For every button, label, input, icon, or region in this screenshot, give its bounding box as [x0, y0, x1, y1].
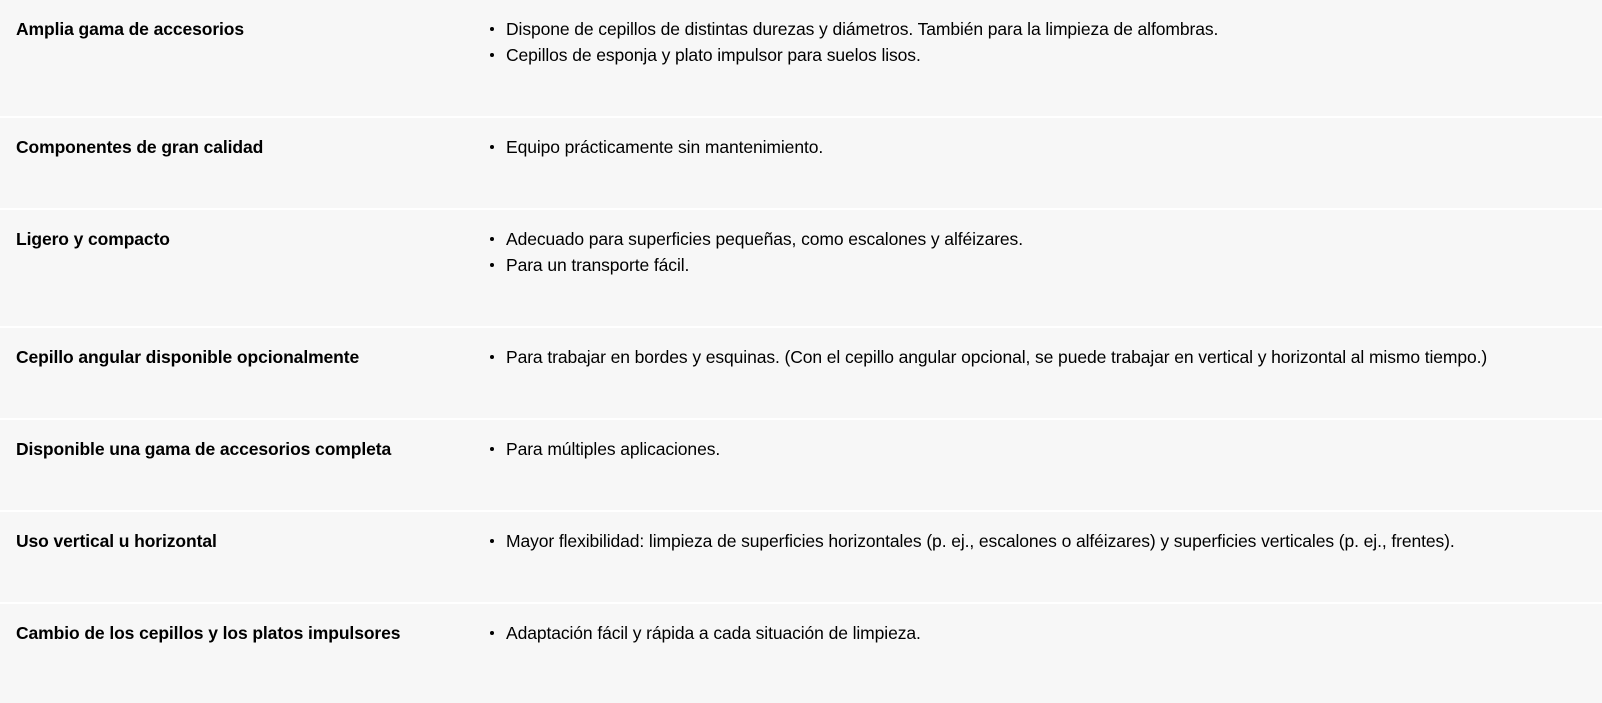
bullet-icon — [490, 539, 494, 543]
feature-row — [0, 210, 1602, 328]
list-item — [487, 344, 1487, 370]
list-item — [487, 134, 823, 160]
feature-row — [0, 420, 1602, 512]
list-item — [487, 436, 720, 462]
feature-text: Adecuado para superficies pequeñas, como escalones y alféizares. — [506, 229, 1023, 249]
feature-row — [0, 604, 1602, 703]
feature-row — [0, 328, 1602, 420]
feature-row — [0, 0, 1602, 118]
feature-label: Componentes de gran calidad — [16, 137, 264, 157]
feature-text: Adaptación fácil y rápida a cada situación de limpieza. — [506, 623, 921, 643]
feature-list — [487, 436, 720, 462]
feature-list — [487, 226, 1023, 278]
feature-label: Amplia gama de accesorios — [16, 19, 245, 39]
feature-label: Uso vertical u horizontal — [16, 531, 217, 551]
feature-text: Equipo prácticamente sin mantenimiento. — [506, 137, 824, 157]
list-item — [487, 226, 1023, 252]
bullet-icon — [490, 355, 494, 359]
feature-list — [487, 528, 1455, 554]
feature-label: Ligero y compacto — [16, 229, 170, 249]
feature-row — [0, 118, 1602, 210]
feature-list — [487, 134, 823, 160]
feature-label: Disponible una gama de accesorios completa — [16, 439, 392, 459]
feature-text: Para trabajar en bordes y esquinas. (Con el cepillo angular opcional, se puede trabajar en vertical y horizontal al mismo tiempo.) — [506, 347, 1488, 367]
feature-text: Mayor flexibilidad: limpieza de superficies horizontales (p. ej., escalones o alféizares) y superficies verticales (p. ej., frentes). — [506, 531, 1455, 551]
list-item — [487, 42, 1218, 68]
feature-text: Cepillos de esponja y plato impulsor para suelos lisos. — [506, 45, 921, 65]
feature-text: Para múltiples aplicaciones. — [506, 439, 721, 459]
bullet-icon — [490, 53, 494, 57]
list-item — [487, 252, 1023, 278]
list-item — [487, 16, 1218, 42]
bullet-icon — [490, 631, 494, 635]
feature-label: Cambio de los cepillos y los platos impulsores — [16, 623, 401, 643]
feature-label: Cepillo angular disponible opcionalmente — [16, 347, 360, 367]
bullet-icon — [490, 447, 494, 451]
feature-row — [0, 512, 1602, 604]
bullet-icon — [490, 237, 494, 241]
bullet-icon — [490, 145, 494, 149]
bullet-icon — [490, 263, 494, 267]
list-item — [487, 620, 921, 646]
feature-text: Para un transporte fácil. — [506, 255, 690, 275]
list-item — [487, 528, 1455, 554]
feature-list — [487, 620, 921, 646]
feature-list — [487, 344, 1487, 370]
feature-list — [487, 16, 1218, 68]
bullet-icon — [490, 27, 494, 31]
feature-text: Dispone de cepillos de distintas durezas y diámetros. También para la limpieza de alfombras. — [506, 19, 1219, 39]
